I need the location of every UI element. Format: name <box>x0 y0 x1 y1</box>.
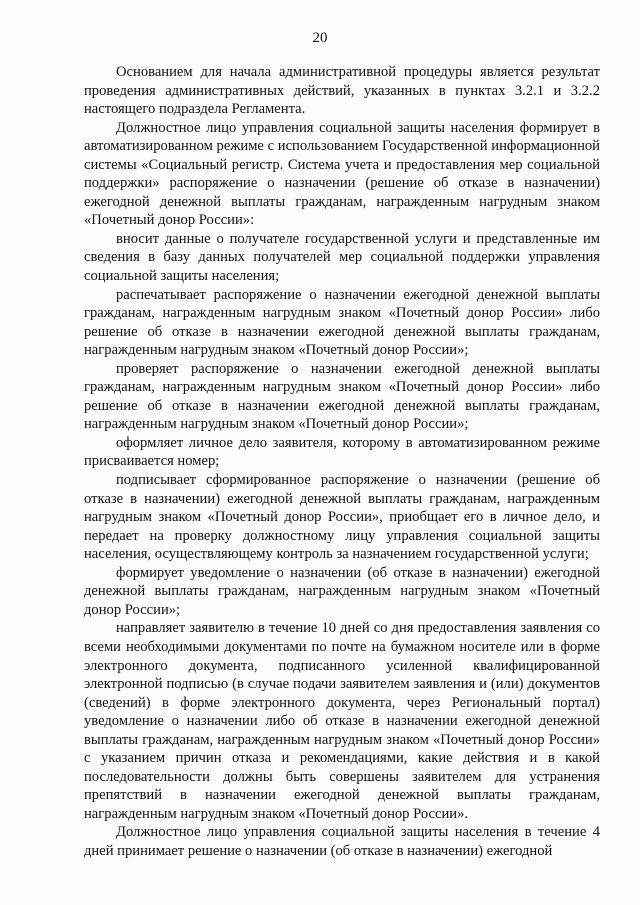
paragraph: Основанием для начала административной процедуры является результат проведения административных действий, указанных в пунктах 3.2.1 и 3.2.2 настоящего подраздела Регламента. <box>84 64 600 118</box>
document-body <box>84 63 600 861</box>
paragraph: направляет заявителю в течение 10 дней со дня предоставления заявления со всеми необходимыми документами по почте на бумажном носителе или в форме электронного документа, подписанного усиленной квалифицированной электронной подписью (в случае подачи заявителем заявления и (или) документов (сведений) в форме электронного документа, через Региональный портал) уведомление о назначении либо об отказе в назначении ежегодной денежной выплаты гражданам, награжденным нагрудным знаком «Почетный донор России» с указанием причин отказа и рекомендациями, какие действия и в какой последовательности должны быть совершены заявителем для устранения препятствий в назначении ежегодной денежной выплаты гражданам, награжденным нагрудным знаком «Почетный донор России». <box>84 620 600 822</box>
paragraph: Должностное лицо управления социальной защиты населения формирует в автоматизированном режиме с использованием Государственной информационной системы «Социальный регистр. Система учета и предоставления мер социальной поддержки» распоряжение о назначении (решение об отказе в назначении) ежегодной денежной выплаты гражданам, награжденным нагрудным знаком «Почетный донор России»: <box>84 119 600 229</box>
paragraph: вносит данные о получателе государственной услуги и представленные им сведения в базу данных получателей мер социальной поддержки управления социальной защиты населения; <box>84 230 600 285</box>
paragraph: подписывает сформированное распоряжение о назначении (решение об отказе в назначении) ежегодной денежной выплаты гражданам, награжденным нагрудным знаком «Почетный донор России», приобщает его в личное дело, и передает на проверку должностному лицу управления социальной защиты населения, осуществляющему контроль за назначением государственной услуги; <box>84 472 600 563</box>
paragraph: формирует уведомление о назначении (об отказе в назначении) ежегодной денежной выплаты гражданам, награжденным нагрудным знаком «Почетный донор России»; <box>84 564 600 618</box>
page-number: 20 <box>312 30 328 46</box>
paragraph: распечатывает распоряжение о назначении ежегодной денежной выплаты гражданам, награжденным нагрудным знаком «Почетный донор России» либо решение об отказе в назначении ежегодной денежной выплаты гражданам, награжденным нагрудным знаком «Почетный донор России»; <box>84 286 600 359</box>
paragraph: оформляет личное дело заявителя, которому в автоматизированном режиме присваивается номер; <box>84 434 600 470</box>
paragraph: проверяет распоряжение о назначении ежегодной денежной выплаты гражданам, награжденным нагрудным знаком «Почетный донор России» либо решение об отказе в назначении ежегодной денежной выплаты гражданам, награжденным нагрудным знаком «Почетный донор России»; <box>84 360 600 433</box>
paragraph: Должностное лицо управления социальной защиты населения в течение 4 дней принимает решение о назначении (об отказе в назначении) ежегодной <box>84 824 600 859</box>
